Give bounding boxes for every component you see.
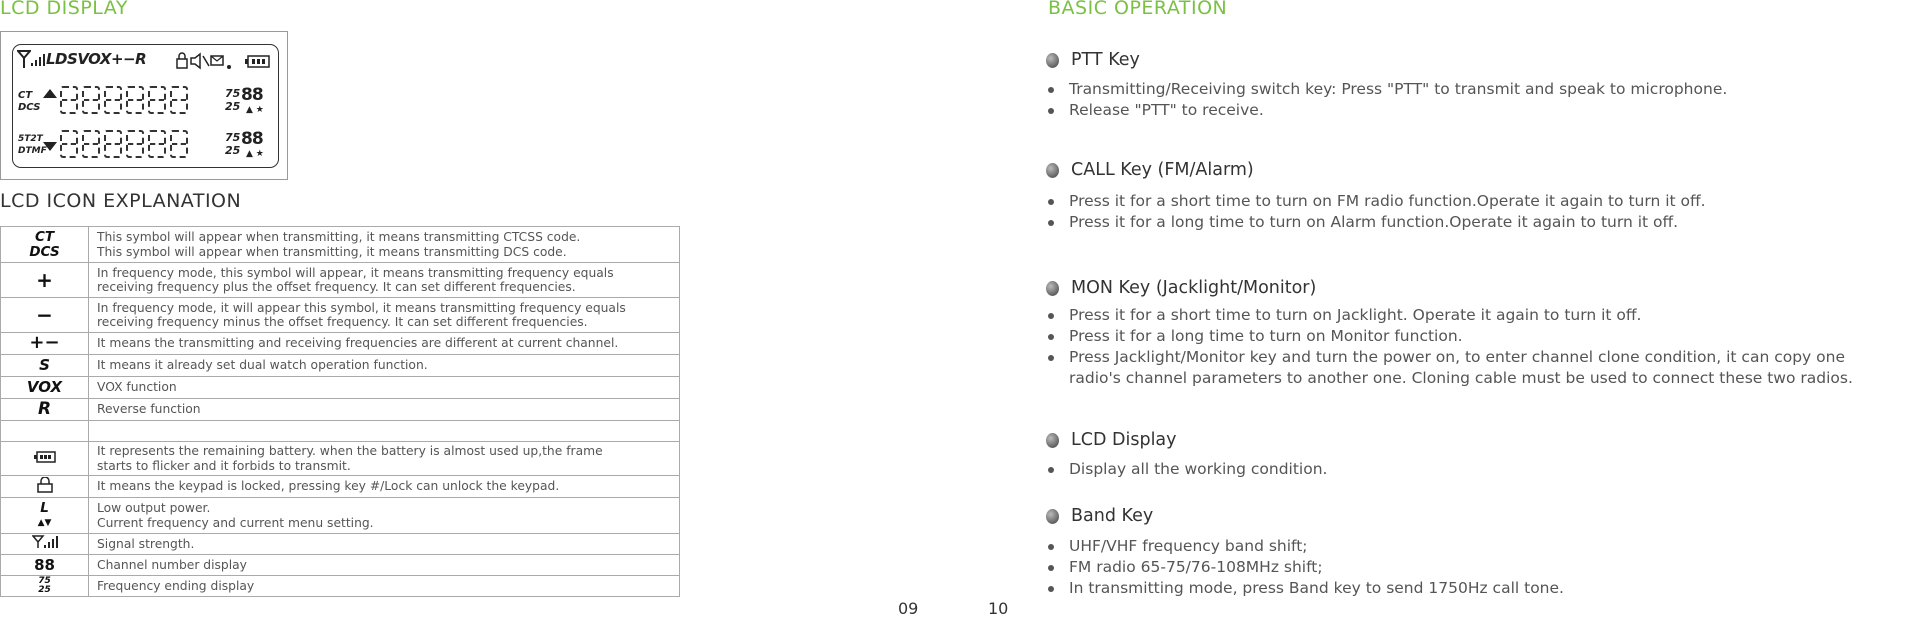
table-row: 75 25 Frequency ending display (1, 576, 680, 597)
list-item: Press Jacklight/Monitor key and turn the power on, to enter channel clone condition, it can copy one (1046, 347, 1853, 368)
frequency-ending-icon: 75 25 (1, 576, 89, 597)
plus-minus-icon: +− (1, 333, 89, 355)
lcd-row1-digits (60, 86, 188, 114)
signal-bars-icon (31, 53, 45, 67)
table-row: − In frequency mode, it will appear this symbol, it means transmitting frequency equals receiving frequency minus the offset frequency. It can set different frequencies. (1, 298, 680, 333)
down-arrow-icon (43, 141, 57, 151)
list-item: Press it for a short time to turn on FM radio function.Operate it again to turn it off. (1046, 191, 1706, 212)
lcd-row1-ending: 75 25 (225, 87, 241, 113)
list-item: Press it for a long time to turn on Monitor function. (1046, 326, 1853, 347)
round-bullet-icon (1046, 433, 1059, 448)
low-power-icon: L ▲▼ (1, 498, 89, 534)
lcd-row1-marks: ▲ ★ (246, 105, 264, 115)
channel-number-icon: 88 (1, 555, 89, 576)
ct-dcs-icon: CT DCS (1, 227, 89, 263)
lcd-top-icons: LDSVOX+−R (46, 50, 147, 68)
battery-icon (245, 55, 271, 69)
table-row: CT DCS This symbol will appear when transmitting, it means transmitting CTCSS code. This symbol will appear when transmitting, it means transmitting DCS code. (1, 227, 680, 263)
table-row: 88 Channel number display (1, 555, 680, 576)
list-item: Display all the working condition. (1046, 459, 1327, 480)
section-call-key: CALL Key (FM/Alarm) Press it for a short time to turn on FM radio function.Operate it again to turn it off. Press it for a long time to turn on Alarm function.Operate it again to turn it off. (1046, 160, 1706, 233)
plus-icon: + (1, 263, 89, 298)
lcd-status-icons (175, 52, 245, 70)
lcd-row2-ending: 75 25 (225, 131, 241, 157)
table-row: VOX VOX function (1, 377, 680, 399)
page-number-left: 09 (898, 599, 919, 618)
minus-icon: − (1, 298, 89, 333)
section-ptt-key: PTT Key Transmitting/Receiving switch key: Press "PTT" to transmit and speak to microphone. Release "PTT" to receive. (1046, 50, 1727, 121)
round-bullet-icon (1046, 53, 1059, 68)
lcd-row2-labels: 5T2T DTMF (18, 134, 47, 156)
table-row: L ▲▼ Low output power. Current frequency and current menu setting. (1, 498, 680, 534)
vox-icon: VOX (1, 377, 89, 399)
up-arrow-icon (43, 89, 57, 99)
battery-icon (1, 442, 89, 476)
round-bullet-icon (1046, 281, 1059, 296)
signal-icon (1, 534, 89, 555)
lcd-row1-labels: CT DCS (18, 90, 41, 113)
lcd-row1-channel: 88 (241, 85, 263, 105)
section-band-key: Band Key UHF/VHF frequency band shift; FM radio 65-75/76-108MHz shift; In transmitting mode, press Band key to send 1750Hz call tone. (1046, 506, 1564, 599)
page-number-right: 10 (988, 599, 1009, 618)
lcd-diagram (0, 31, 288, 180)
lock-icon (1, 476, 89, 498)
section-mon-key: MON Key (Jacklight/Monitor) Press it for a short time to turn on Jacklight. Operate it again to turn it off. Press it for a long time to turn on Monitor function. Press Jacklight/Monitor key and turn the power on, to enter channel clone condition, it can copy one radio's channel parameters to another one. Cloning cable must be used to connect these two radios. (1046, 278, 1853, 389)
icon-explanation-title: LCD ICON EXPLANATION (0, 190, 242, 212)
reverse-icon: R (1, 399, 89, 421)
list-item: Press it for a short time to turn on Jacklight. Operate it again to turn it off. (1046, 305, 1853, 326)
table-row: It represents the remaining battery. when the battery is almost used up,the frame starts to flicker and it forbids to transmit. (1, 442, 680, 476)
table-row: R Reverse function (1, 399, 680, 421)
table-row: It means the keypad is locked, pressing key #/Lock can unlock the keypad. (1, 476, 680, 498)
table-row: +− It means the transmitting and receiving frequencies are different at current channel. (1, 333, 680, 355)
list-item: UHF/VHF frequency band shift; (1046, 536, 1564, 557)
list-item: FM radio 65-75/76-108MHz shift; (1046, 557, 1564, 578)
list-item: radio's channel parameters to another one. Cloning cable must be used to connect these two radios. (1069, 369, 1853, 387)
lcd-display-title: LCD DISPLAY (0, 0, 128, 19)
lcd-row2-channel: 88 (241, 129, 263, 149)
list-item: Transmitting/Receiving switch key: Press "PTT" to transmit and speak to microphone. (1046, 79, 1727, 100)
section-lcd-display: LCD Display Display all the working condition. (1046, 430, 1327, 480)
table-row (1, 421, 680, 442)
round-bullet-icon (1046, 509, 1059, 524)
basic-operation-title: BASIC OPERATION (1048, 0, 1228, 19)
round-bullet-icon (1046, 163, 1059, 178)
lcd-row2-marks: ▲ ★ (246, 149, 264, 159)
list-item: Press it for a long time to turn on Alarm function.Operate it again to turn it off. (1046, 212, 1706, 233)
table-row: + In frequency mode, this symbol will appear, it means transmitting frequency equals receiving frequency plus the offset frequency. It can set different frequencies. (1, 263, 680, 298)
antenna-icon (17, 49, 31, 69)
list-item: Release "PTT" to receive. (1046, 100, 1727, 121)
dual-watch-icon: S (1, 355, 89, 377)
table-row: Signal strength. (1, 534, 680, 555)
icon-explanation-table (0, 226, 680, 597)
lcd-row2-digits (60, 130, 188, 158)
table-row: S It means it already set dual watch operation function. (1, 355, 680, 377)
list-item: In transmitting mode, press Band key to send 1750Hz call tone. (1046, 578, 1564, 599)
